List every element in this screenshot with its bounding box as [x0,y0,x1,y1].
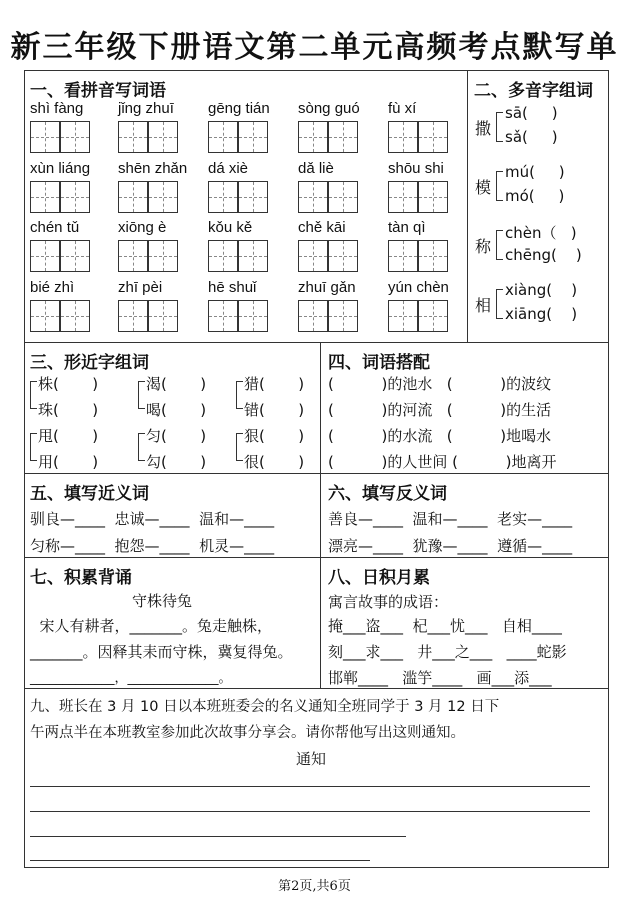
idiom-line: 掩___盗___ 杞___忧___ 自相____ [328,617,562,635]
polyphone-reading: xiāng( ) [505,305,578,323]
writing-box[interactable] [30,181,60,213]
writing-box[interactable] [238,121,268,153]
pinyin-label: shì fàng [30,100,84,117]
writing-box[interactable] [298,240,328,272]
section-2-title: 二、多音字组词 [474,81,593,101]
similar-char-item: 用( ) [38,453,99,471]
pinyin-label: xiōng è [118,219,167,236]
writing-box[interactable] [148,240,178,272]
writing-box[interactable] [238,181,268,213]
writing-box[interactable] [60,121,90,153]
brace [138,381,145,409]
writing-box[interactable] [298,300,328,332]
section-4-title: 四、词语搭配 [328,353,430,373]
similar-char-item: 狠( ) [244,427,305,445]
divider [24,557,609,558]
writing-box[interactable] [388,181,418,213]
writing-box[interactable] [298,181,328,213]
poem-line: _____________，______________。 [30,671,232,686]
notice-prompt: 午两点半在本班教室参加此次故事分享会。请你帮他写出这则通知。 [30,725,465,741]
polyphone-reading: sǎ( ) [505,128,558,146]
pinyin-label: yún chèn [388,279,449,296]
polyphone-char: 称 [475,237,492,256]
writing-box[interactable] [328,121,358,153]
brace [496,230,503,260]
writing-box[interactable] [148,181,178,213]
writing-box[interactable] [208,121,238,153]
antonym-line: 漂亮—____ 犹豫—____ 遵循—____ [328,537,573,555]
similar-char-item: 错( ) [244,401,305,419]
idiom-line: 邯郸____ 滥竽____ 画___添___ [328,669,552,687]
notice-prompt: 九、班长在 3 月 10 日以本班班委会的名义通知全班同学于 3 月 12 日下 [30,699,500,715]
pinyin-label: fù xí [388,100,417,117]
writing-box[interactable] [60,300,90,332]
page-title: 新三年级下册语文第二单元高频考点默写单 [10,30,619,65]
writing-box[interactable] [418,121,448,153]
answer-line [30,836,406,837]
writing-box[interactable] [388,240,418,272]
writing-box[interactable] [328,300,358,332]
divider [24,473,609,474]
pinyin-label: bié zhì [30,279,75,296]
section-3-title: 三、形近字组词 [30,353,149,373]
polyphone-char: 撒 [475,119,492,138]
writing-box[interactable] [118,121,148,153]
similar-char-item: 猎( ) [244,375,305,393]
collocation-line: ( )的河流 ( )的生活 [328,401,552,419]
brace [496,289,503,319]
brace [138,433,145,461]
section-1-title: 一、看拼音写词语 [30,81,166,101]
section-7-title: 七、积累背诵 [30,568,132,588]
collocation-line: ( )的池水 ( )的波纹 [328,375,552,393]
pinyin-label: zhī pèi [118,279,163,296]
polyphone-char: 相 [475,296,492,315]
collocation-line: ( )的水流 ( )地喝水 [328,427,552,445]
writing-box[interactable] [60,181,90,213]
similar-char-item: 株( ) [38,375,99,393]
pinyin-label: gēng tián [208,100,270,117]
polyphone-reading: sā( ) [505,104,558,122]
polyphone-reading: mó( ) [505,187,565,205]
writing-box[interactable] [148,121,178,153]
writing-box[interactable] [118,181,148,213]
pinyin-label: sòng guó [298,100,360,117]
writing-box[interactable] [328,181,358,213]
writing-box[interactable] [148,300,178,332]
similar-char-item: 很( ) [244,453,305,471]
pinyin-label: zhuī gǎn [298,279,356,296]
pinyin-label: shōu shi [388,160,444,177]
divider [467,70,468,342]
pinyin-label: hē shuǐ [208,279,257,296]
writing-box[interactable] [418,240,448,272]
synonym-line: 驯良—____ 忠诚—____ 温和—____ [30,510,275,528]
similar-char-item: 勾( ) [146,453,207,471]
writing-box[interactable] [388,300,418,332]
divider [24,342,609,343]
writing-box[interactable] [30,121,60,153]
writing-box[interactable] [418,300,448,332]
writing-box[interactable] [238,240,268,272]
pinyin-label: dǎ liè [298,160,334,177]
pinyin-label: chě kāi [298,219,346,236]
writing-box[interactable] [208,300,238,332]
notice-heading: 通知 [296,750,327,768]
pinyin-label: dá xiè [208,160,249,177]
brace [236,381,243,409]
brace [30,381,37,409]
poem-title: 守株待兔 [132,592,193,610]
brace [496,171,503,201]
writing-box[interactable] [208,181,238,213]
pinyin-label: xùn liáng [30,160,91,177]
similar-char-item: 甩( ) [38,427,99,445]
answer-line [30,860,370,861]
divider [320,342,321,688]
polyphone-reading: xiàng( ) [505,281,578,299]
answer-line [30,786,590,787]
writing-box[interactable] [118,240,148,272]
idiom-subtitle: 寓言故事的成语： [328,593,449,611]
synonym-line: 匀称—____ 抱怨—____ 机灵—____ [30,537,275,555]
collocation-line: ( )的人世间 ( )地离开 [328,453,557,471]
section-6-title: 六、填写反义词 [328,484,447,504]
antonym-line: 善良—____ 温和—____ 老实—____ [328,510,573,528]
similar-char-item: 喝( ) [146,401,207,419]
answer-line [30,811,590,812]
section-5-title: 五、填写近义词 [30,484,149,504]
pinyin-label: shēn zhǎn [118,160,188,177]
section-8-title: 八、日积月累 [328,568,430,588]
writing-box[interactable] [60,240,90,272]
polyphone-reading: chèn（ ) [505,224,577,242]
idiom-line: 刻___求___ 井___之___ ____蛇影 [328,643,567,661]
writing-box[interactable] [30,300,60,332]
similar-char-item: 渴( ) [146,375,207,393]
pinyin-label: kǒu kě [208,219,253,236]
writing-box[interactable] [208,240,238,272]
writing-box[interactable] [388,121,418,153]
poem-line: 宋人有耕者，_______。兔走触株， [30,617,273,635]
writing-box[interactable] [418,181,448,213]
polyphone-reading: chēng( ) [505,246,582,264]
divider [24,688,609,689]
brace [30,433,37,461]
poem-line: _______。因释其耒而守株，冀复得兔。 [30,643,293,661]
writing-box[interactable] [238,300,268,332]
similar-char-item: 匀( ) [146,427,207,445]
brace [236,433,243,461]
polyphone-reading: mú( ) [505,163,565,181]
pinyin-label: chén tǔ [30,219,80,236]
similar-char-item: 珠( ) [38,401,99,419]
pinyin-label: tàn qì [388,219,426,236]
pinyin-label: jǐng zhuī [118,100,174,117]
writing-box[interactable] [328,240,358,272]
brace [496,112,503,142]
page-footer: 第2页,共6页 [278,879,351,894]
writing-box[interactable] [118,300,148,332]
writing-box[interactable] [30,240,60,272]
polyphone-char: 模 [475,178,492,197]
writing-box[interactable] [298,121,328,153]
